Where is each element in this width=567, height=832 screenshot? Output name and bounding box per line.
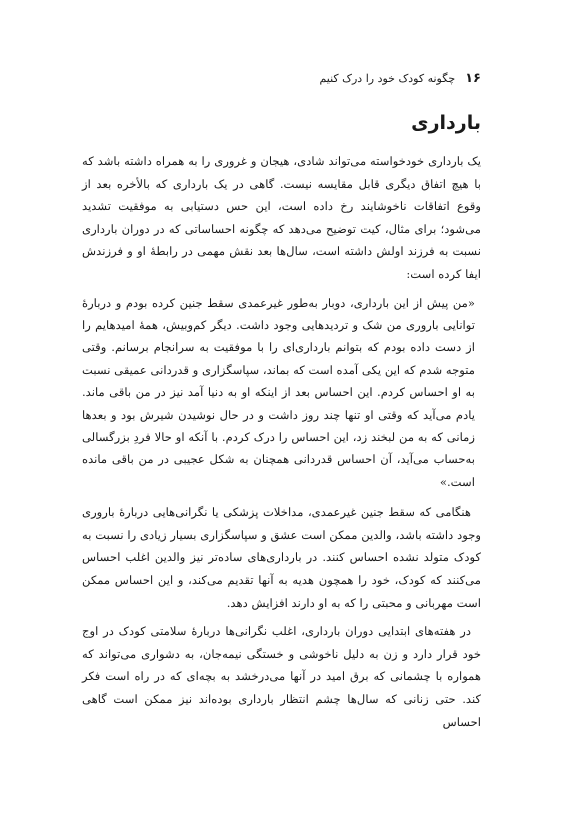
body-paragraph: در هفته‌های ابتدایی دوران بارداری، اغلب نگرانی‌ها دربارهٔ سلامتی کودک در اوج خود قرار دارد و زن به دلیل ناخوشی و خستگی نیمه‌جان، به دشواری می‌تواند که همواره با چشمانی که برق امید در آنها می‌درخشد به بچه‌ای که در راه است فکر کند. حتی زنانی که سال‌ها چشم انتظار بارداری بوده‌اند نیز ممکن است گاهی احساس <box>82 624 481 729</box>
section-heading: بارداری <box>411 112 481 134</box>
intro-paragraph: یک بارداری خودخواسته می‌تواند شادی، هیجان و غروری را به همراه داشته باشد که با هیچ اتفاق دیگری قابل مقایسه نیست. گاهی در یک بارداری که بالأخره بعد از وقوع اتفاقات ناخوشایند رخ داده است، این حس دستیابی به موفقیت تشدید می‌شود؛ برای مثال، کیت توضیح می‌دهد که چگونه احساساتی که در دوران بارداری نسبت به فرزند اولش داشته است، سال‌ها بعد نقش مهمی در رابطهٔ او و فرزندش ایفا کرده است: <box>82 154 481 281</box>
book-title: چگونه کودک خود را درک کنیم <box>319 72 456 85</box>
body-paragraph: هنگامی که سقط جنین غیرعمدی، مداخلات پزشکی یا نگرانی‌هایی دربارهٔ باروری وجود داشته باشد، والدین ممکن است عشق و سپاسگزاری بسیار زیادی را نسبت به کودک متولد نشده احساس کنند. در بارداری‌های ساده‌تر نیز والدین اغلب احساس می‌کنند که کودک، خود را همچون هدیه به آنها تقدیم می‌کند، و این احساس ممکن است مهربانی و محبتی را که به او دارند افزایش دهد. <box>82 505 481 610</box>
running-header <box>319 71 481 86</box>
page-body <box>82 150 481 739</box>
page-number: ۱۶ <box>465 71 481 86</box>
block-quote: «من پیش از این بارداری، دوبار به‌طور غیرعمدی سقط جنین کرده بودم و دربارهٔ توانایی باروری من شک و تردیدهایی وجود داشت. دیگر کم‌وبیش، همهٔ امیدهایم را از دست داده بودم که بتوانم بارداری‌ای را با موفقیت به سرانجام برسانم. وقتی متوجه شدم که این یکی آمده است که بماند، سپاسگزاری و قدردانی عمیقی نسبت به او احساس کردم. این احساس بعد از اینکه او به دنیا آمد نیز در من باقی ماند. یادم می‌آید که وقتی او تنها چند روز داشت و در حال نوشیدن شیرش بود و بعدها زمانی که به من لبخند زد، این احساس را درک کردم. با آنکه او حالا فردِ بزرگسالی به‌حساب می‌آید، آن احساس قدردانی همچنان به شکل عجیبی در من باقی مانده است.» <box>82 295 475 489</box>
